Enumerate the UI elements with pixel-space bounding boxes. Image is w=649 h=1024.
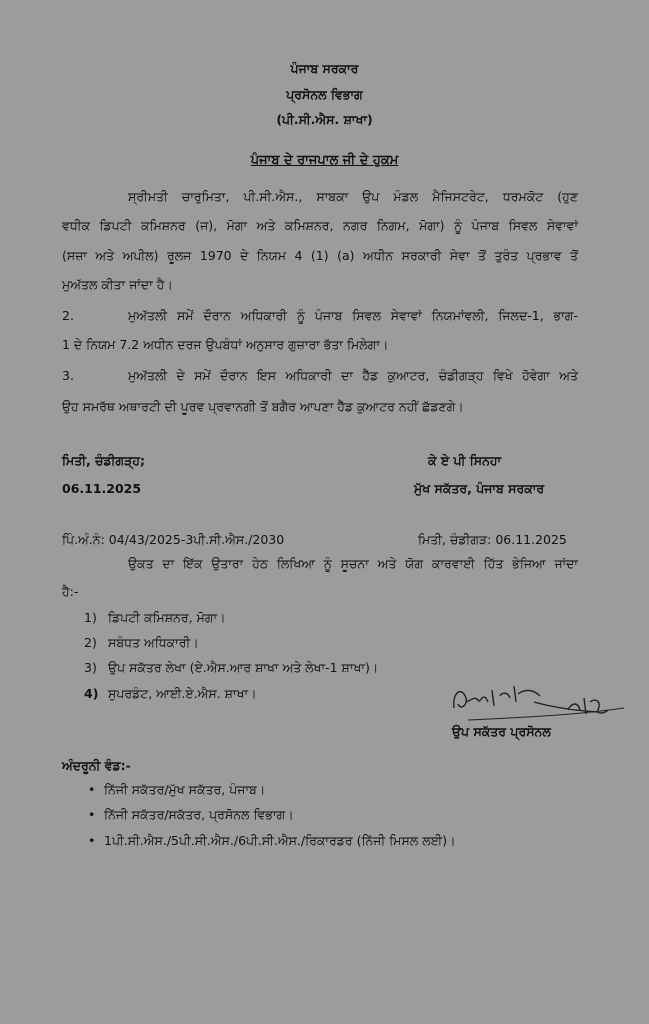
endorsement-signatory: ਉਪ ਸਕੱਤਰ ਪ੍ਰਸੋਨਲ xyxy=(452,724,551,739)
para1-line1: ਸ੍ਰੀਮਤੀ ਚਾਰੁਮਿਤਾ, ਪੀ.ਸੀ.ਐਸ., ਸਾਬਕਾ ਉਪ ਮੰਡਲ ਮੈਜਿਸਟਰੇਟ, ਧਰਮਕੋਟ (ਹੁਣ xyxy=(128,189,578,204)
endorsement-date: ਮਿਤੀ, ਚੰਡੀਗੜ: 06.11.2025 xyxy=(418,532,567,547)
list-item: 2) ਸਬੰਧਤ ਅਧਿਕਾਰੀ। xyxy=(84,635,199,650)
list-item: • 1ਪੀ.ਸੀ.ਐਸ./5ਪੀ.ਸੀ.ਐਸ./6ਪੀ.ਸੀ.ਐਸ./ਰਿਕਾਰਡਰ (ਨਿੱਜੀ ਮਿਸਲ ਲਈ)। xyxy=(88,833,456,848)
endorsement-text-line1: ਉਕਤ ਦਾ ਇੱਕ ਉਤਾਰਾ ਹੇਠ ਲਿਖਿਆ ਨੂੰ ਸੂਚਨਾ ਅਤੇ ਯੋਗ ਕਾਰਵਾਈ ਹਿੱਤ ਭੇਜਿਆ ਜਾਂਦਾ xyxy=(128,556,578,571)
signoff-date: 06.11.2025 xyxy=(62,481,142,496)
govt-name: ਪੰਜਾਬ ਸਰਕਾਰ xyxy=(290,61,359,76)
handwritten-signature xyxy=(448,680,628,730)
list-item: • ਨਿੱਜੀ ਸਕੱਤਰ/ਮੁੱਖ ਸਕੱਤਰ, ਪੰਜਾਬ। xyxy=(88,782,266,797)
para3-number: 3. xyxy=(62,368,74,383)
signatory-designation: ਮੁੱਖ ਸਕੱਤਰ, ਪੰਜਾਬ ਸਰਕਾਰ xyxy=(414,481,545,496)
list-item: 1) ਡਿਪਟੀ ਕਮਿਸ਼ਨਰ, ਮੋਗਾ। xyxy=(84,610,226,625)
para1-line3: (ਸਜ਼ਾ ਅਤੇ ਅਪੀਲ) ਰੂਲਜ 1970 ਦੇ ਨਿਯਮ 4 (1) (a) ਅਧੀਨ ਸਰਕਾਰੀ ਸੇਵਾ ਤੋਂ ਤੁਰੰਤ ਪ੍ਰਭਾਵ ਤੋਂ xyxy=(62,248,578,263)
para2-line2: 1 ਦੇ ਨਿਯਮ 7.2 ਅਧੀਨ ਦਰਜ ਉਪਬੰਧਾਂ ਅਨੁਸਾਰ ਗੁਜ਼ਾਰਾ ਭੱਤਾ ਮਿਲੇਗਾ। xyxy=(62,337,389,352)
list-item: • ਨਿੱਜੀ ਸਕੱਤਰ/ਸਕੱਤਰ, ਪ੍ਰਸੋਨਲ ਵਿਭਾਗ। xyxy=(88,807,294,822)
list-item: 4) ਸੁਪਰਡੰਟ, ਆਈ.ਏ.ਐਸ. ਸ਼ਾਖਾ। xyxy=(84,686,257,701)
para1-line4: ਮੁਅੱਤਲ ਕੀਤਾ ਜਾਂਦਾ ਹੈ। xyxy=(62,277,173,292)
list-item: 3) ਉਪ ਸਕੱਤਰ ਲੇਖਾ (ਏ.ਐਸ.ਆਰ ਸ਼ਾਖਾ ਅਤੇ ਲੇਖਾ-1 ਸ਼ਾਖਾ)। xyxy=(84,660,379,675)
para1-line2: ਵਧੀਕ ਡਿਪਟੀ ਕਮਿਸ਼ਨਰ (ਜ), ਮੋਗਾ ਅਤੇ ਕਮਿਸ਼ਨਰ, ਨਗਰ ਨਿਗਮ, ਮੋਗਾ) ਨੂੰ ਪੰਜਾਬ ਸਿਵਲ ਸੇਵਾਵਾਂ xyxy=(62,218,578,233)
branch-name: (ਪੀ.ਸੀ.ਐਸ. ਸ਼ਾਖਾ) xyxy=(276,112,373,127)
signatory-name: ਕੇ ਏ ਪੀ ਸਿਨਹਾ xyxy=(428,453,502,468)
signoff-place: ਮਿਤੀ, ਚੰਡੀਗੜ੍ਹ; xyxy=(62,453,145,468)
para2-number: 2. xyxy=(62,308,74,323)
para2-line1: ਮੁਅੱਤਲੀ ਸਮੇਂ ਦੌਰਾਨ ਅਧਿਕਾਰੀ ਨੂੰ ਪੰਜਾਬ ਸਿਵਲ ਸੇਵਾਵਾਂ ਨਿਯਮਾਂਵਲੀ, ਜਿਲਦ-1, ਭਾਗ- xyxy=(128,308,578,323)
endorsement-reference: ਪਿੰ.ਅੰ.ਨੰ: 04/43/2025-3ਪੀ.ਸੀ.ਐਸ./2030 xyxy=(62,532,285,547)
para3-line2: ਉਹ ਸਮਰੱਥ ਅਥਾਰਟੀ ਦੀ ਪੂਰਵ ਪ੍ਰਵਾਨਗੀ ਤੋਂ ਬਗੈਰ ਆਪਣਾ ਹੈੱਡ ਕੁਆਟਰ ਨਹੀਂ ਛੱਡਣਗੇ। xyxy=(62,399,464,414)
department-name: ਪ੍ਰਸੋਨਲ ਵਿਭਾਗ xyxy=(286,87,363,102)
order-title: ਪੰਜਾਬ ਦੇ ਰਾਜਪਾਲ ਜੀ ਦੇ ਹੁਕਮ xyxy=(250,153,399,168)
para3-line1: ਮੁਅੱਤਲੀ ਦੇ ਸਮੇਂ ਦੌਰਾਨ ਇਸ ਅਧਿਕਾਰੀ ਦਾ ਹੈੱਡ ਕੁਆਟਰ, ਚੰਡੀਗੜ੍ਹ ਵਿਖੇ ਹੋਵੇਗਾ ਅਤੇ xyxy=(128,368,578,383)
endorsement-text-line2: ਹੈ:- xyxy=(62,584,79,599)
internal-distribution-heading: ਅੰਦਰੂਨੀ ਵੰਡ:- xyxy=(62,758,131,773)
